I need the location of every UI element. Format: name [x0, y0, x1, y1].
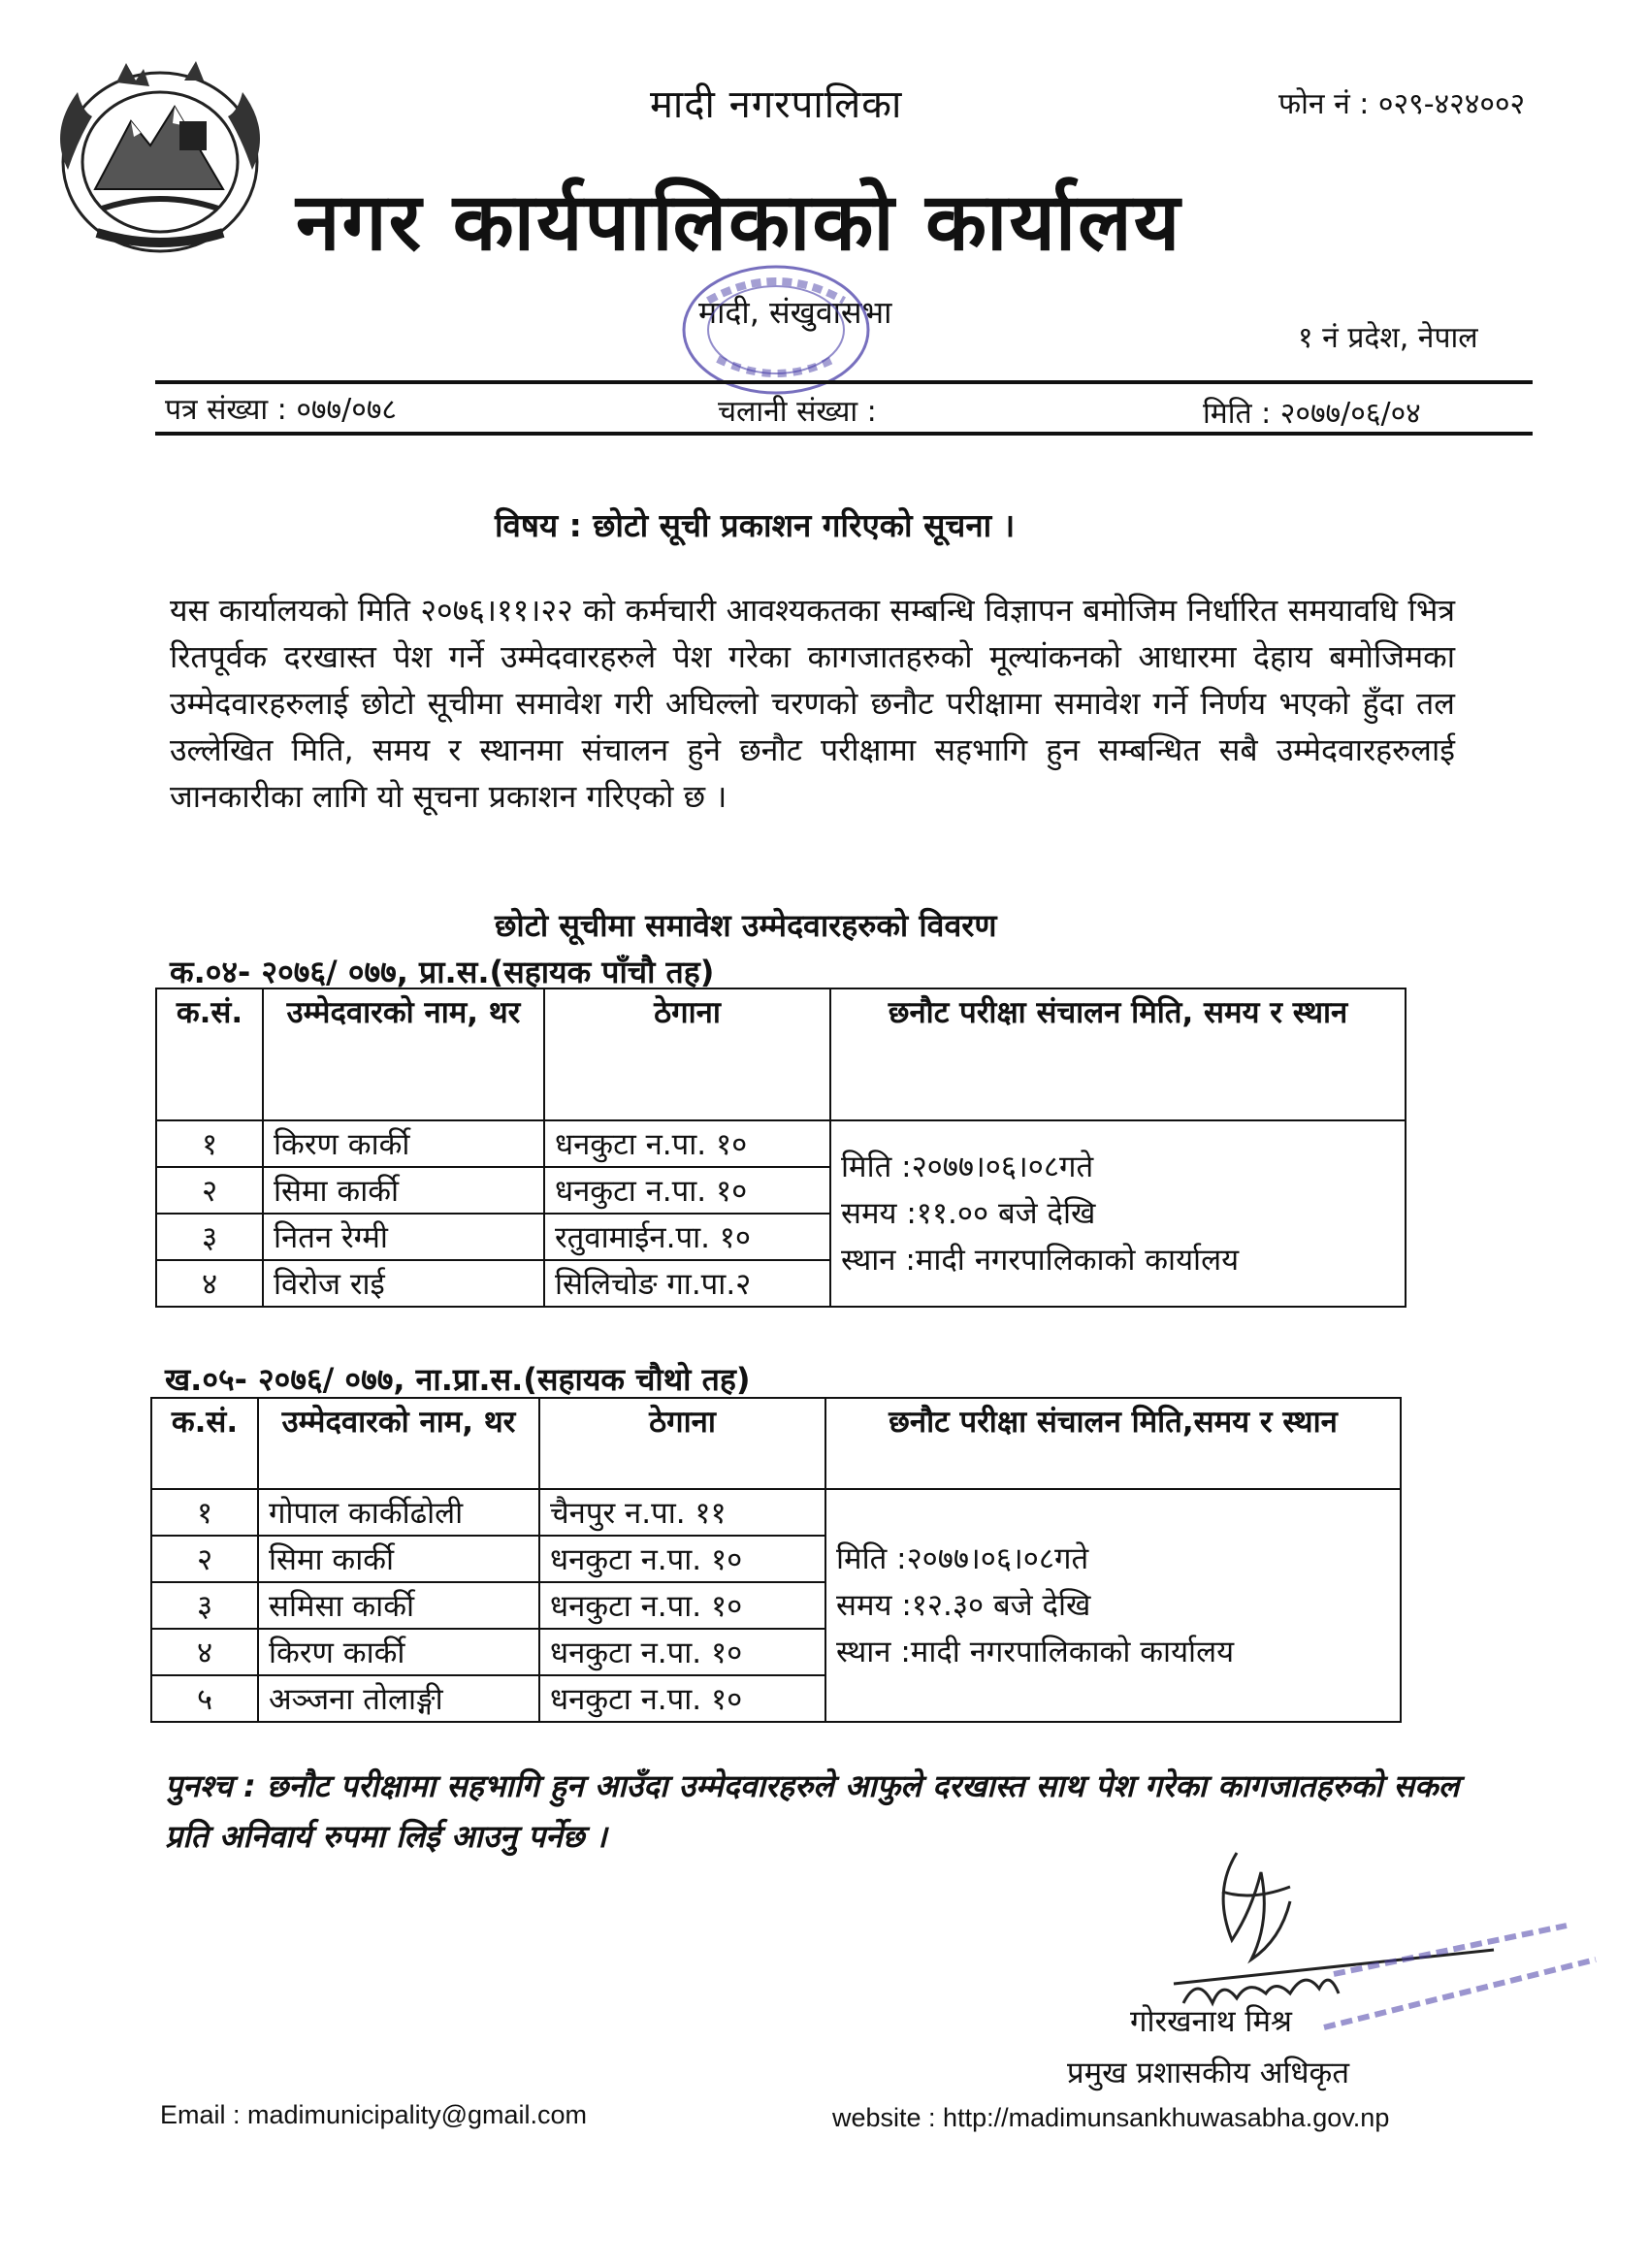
col-header-sn: क.सं.	[156, 988, 263, 1120]
col-header-name: उम्मेदवारको नाम, थर	[263, 988, 544, 1120]
table-header-row	[156, 988, 1406, 1120]
row-sn: २	[151, 1536, 258, 1582]
section-a-title: क.०४- २०७६/ ०७७, प्रा.स.(सहायक पाँचौ तह)	[170, 954, 715, 990]
row-address: धनकुटा न.पा. १०	[539, 1629, 825, 1675]
letter-date: मिति : २०७७/०६/०४	[1203, 397, 1421, 431]
header-rule-bottom	[155, 432, 1533, 436]
body-paragraph: यस कार्यालयको मिति २०७६।११।२२ को कर्मचारी आवश्यकतका सम्बन्धि विज्ञापन बमोजिम निर्धारित समयावधि भित्र रितपूर्वक दरखास्त पेश गर्ने उम्मेदवारहरुले पेश गरेका कागजातहरुको मूल्यांकनको आधारमा देहाय बमोजिमका उम्मेदवारहरुलाई छोटो सूचीमा समावेश गरी अघिल्लो चरणको छनौट परीक्षामा समावेश गर्ने निर्णय भएको हुँदा तल उल्लेखित मिति, समय र स्थानमा संचालन हुने छनौट परीक्षामा सहभागि हुन सम्बन्धित सबै उम्मेदवारहरुलाई जानकारीका लागि यो सूचना प्रकाशन गरिएको छ ।	[170, 592, 1455, 815]
col-header-sn: क.सं.	[151, 1398, 258, 1489]
row-sn: २	[156, 1167, 263, 1214]
row-address: धनकुटा न.पा. १०	[539, 1582, 825, 1629]
exam-schedule-cell	[830, 1120, 1406, 1307]
province-label: १ नं प्रदेश, नेपाल	[1298, 321, 1478, 355]
row-address: धनकुटा न.पा. १०	[544, 1120, 830, 1167]
dispatch-number: चलानी संख्या :	[718, 395, 877, 429]
row-sn: ४	[156, 1260, 263, 1307]
exam-schedule-cell	[825, 1489, 1401, 1722]
table-row	[156, 1120, 1406, 1167]
signatory-name: गोरखनाथ मिश्र	[1130, 2004, 1292, 2039]
col-header-name: उम्मेदवारको नाम, थर	[258, 1398, 539, 1489]
row-name: विरोज राई	[263, 1260, 544, 1307]
exam-place: स्थान :मादी नगरपालिकाको कार्यालय	[836, 1635, 1235, 1669]
signatory-title: प्रमुख प्रशासकीय अधिकृत	[1067, 2056, 1350, 2090]
row-sn: ३	[151, 1582, 258, 1629]
phone-number: फोन नं : ०२९-४२४००२	[1278, 87, 1526, 121]
office-title: नगर कार्यपालिकाको कार्यालय	[296, 177, 1182, 269]
row-sn: १	[151, 1489, 258, 1536]
office-stamp-icon	[630, 262, 892, 407]
table-row	[151, 1489, 1401, 1536]
signatory-stamp-icon	[1314, 1916, 1605, 2052]
row-address: चैनपुर न.पा. ११	[539, 1489, 825, 1536]
row-address: रतुवामाईन.पा. १०	[544, 1214, 830, 1260]
office-location: मादी, संखुवासभा	[698, 294, 892, 331]
subject-line: विषय : छोटो सूची प्रकाशन गरिएको सूचना ।	[495, 506, 1016, 544]
exam-time: समय :११.०० बजे देखि	[841, 1196, 1096, 1231]
row-name: सिमा कार्की	[258, 1536, 539, 1582]
row-name: सिमा कार्की	[263, 1167, 544, 1214]
exam-place: स्थान :मादी नगरपालिकाको कार्यालय	[841, 1243, 1240, 1278]
col-header-address: ठेगाना	[539, 1398, 825, 1489]
col-header-schedule: छनौट परीक्षा संचालन मिति, समय र स्थान	[830, 988, 1406, 1120]
row-name: अञ्जना तोलाङ्गी	[258, 1675, 539, 1722]
exam-date: मिति :२०७७।०६।०८गते	[841, 1150, 1094, 1184]
municipality-name: मादी नगरपालिका	[650, 82, 903, 127]
row-address: धनकुटा न.पा. १०	[539, 1536, 825, 1582]
row-sn: ३	[156, 1214, 263, 1260]
reference-number: पत्र संख्या : ०७७/०७८	[165, 393, 398, 427]
exam-time: समय :१२.३० बजे देखि	[836, 1588, 1091, 1623]
exam-date: मिति :२०७७।०६।०८गते	[836, 1541, 1089, 1576]
header-rule-top	[155, 380, 1533, 384]
row-sn: १	[156, 1120, 263, 1167]
footer-email: Email : madimunicipality@gmail.com	[160, 2100, 588, 2129]
col-header-schedule: छनौट परीक्षा संचालन मिति,समय र स्थान	[825, 1398, 1401, 1489]
row-name: गोपाल कार्कीढोली	[258, 1489, 539, 1536]
nepal-government-emblem-icon	[39, 53, 281, 262]
row-address: सिलिचोङ गा.पा.२	[544, 1260, 830, 1307]
section-b-title: ख.०५- २०७६/ ०७७, ना.प्रा.स.(सहायक चौथो तह)	[165, 1361, 751, 1398]
row-name: नितन रेग्मी	[263, 1214, 544, 1260]
shortlist-table-b	[150, 1397, 1402, 1723]
col-header-address: ठेगाना	[544, 988, 830, 1120]
row-sn: ५	[151, 1675, 258, 1722]
row-name: समिसा कार्की	[258, 1582, 539, 1629]
footer-website: website : http://madimunsankhuwasabha.gov.np	[832, 2103, 1390, 2132]
row-address: धनकुटा न.पा. १०	[539, 1675, 825, 1722]
shortlist-table-a	[155, 988, 1406, 1308]
table-header-row	[151, 1398, 1401, 1489]
shortlist-heading: छोटो सूचीमा समावेश उम्मेदवारहरुको विवरण	[495, 907, 997, 944]
row-name: किरण कार्की	[263, 1120, 544, 1167]
row-sn: ४	[151, 1629, 258, 1675]
row-name: किरण कार्की	[258, 1629, 539, 1675]
row-address: धनकुटा न.पा. १०	[544, 1167, 830, 1214]
postscript-note: पुनश्च : छनौट परीक्षामा सहभागि हुन आउँदा उम्मेदवारहरुले आफुले दरखास्त साथ पेश गरेका कागजातहरुको सकल प्रति अनिवार्य रुपमा लिई आउनु पर्नेछ ।	[165, 1767, 1460, 1855]
